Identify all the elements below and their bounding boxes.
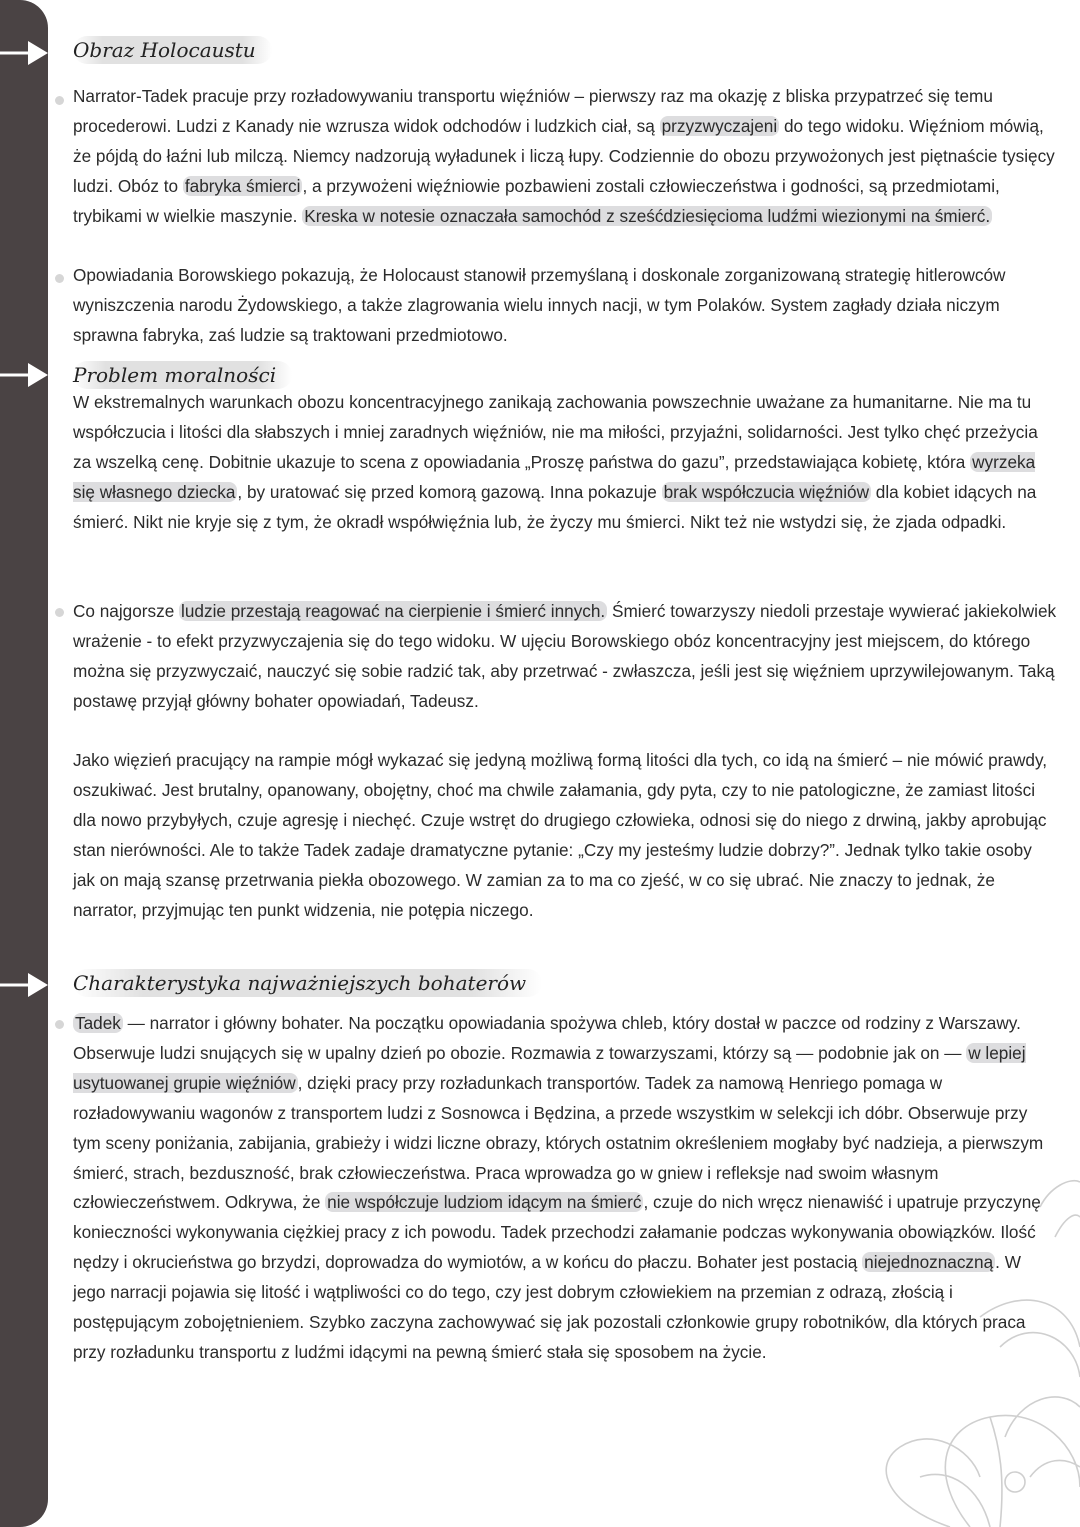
highlighted-text: ludzie przestają reagować na cierpienie i śmierć innych. bbox=[181, 601, 606, 621]
highlighted-text: nie współczuje ludziom idącym na śmierć bbox=[327, 1192, 642, 1213]
highlighted-text: brak współczucia więźniów bbox=[663, 481, 870, 502]
highlighted-text: Kreska w notesie oznaczała samochód z sześćdziesięcioma ludźmi wiezionymi na śmierć. bbox=[304, 205, 991, 226]
text-run: . W jego narracji pojawia się litość i wątpliwości co do tego, czy jest dobrym człowiekiem na przemian z odrazą, złością i postępującym zobojętnieniem. Szybko zaczyna zachowywać się jak pozostali członkowie grupy robotników, dla których praca przy rozładunku transportu z ludźmi idącymi na pewną śmierć stała się sposobem na życie. bbox=[73, 1252, 1026, 1362]
text-run: Opowiadania Borowskiego pokazują, że Holocaust stanowił przemyślaną i doskonale zorganizowaną strategię hitlerowców wyniszczenia narodu Żydowskiego, a także zlagrowania wielu innych nacji, w tym Polaków. System zagłady działa niczym sprawna fabryka, zaś ludzie są traktowani przedmiotowo. bbox=[73, 265, 1006, 345]
text-run: Co najgorsze bbox=[73, 601, 180, 621]
text-run: do tego widoku. Więźniom mówią, że pójdą do łaźni lub milczą. Niemcy nadzorują wyładunek i liczą łupy. Codziennie do obozu przywożonych jest piętnaście tysięcy ludzi. Obóz to bbox=[73, 115, 1055, 196]
bullet-dot-icon bbox=[55, 274, 64, 283]
bullet-dot-icon bbox=[55, 1020, 64, 1029]
highlighted-text: fabryka śmierci bbox=[184, 175, 301, 196]
text-run: Śmierć towarzyszy niedoli przestaje wywierać jakiekolwiek wrażenie - to efekt przyzwyczajenia się do tego widoku. W ujęciu Borowskiego obóz koncentracyjny jest miejscem, do którego można się przyzwyczaić, nauczyć się sobie radzić tak, aby przetrwać - zwłaszcza, jeśli jest się więźniem uprzywilejowanym. Taką postawę przyjął główny bohater opowiadań, Tadeusz. bbox=[73, 601, 1057, 711]
arrow-right-icon bbox=[0, 38, 52, 68]
flower-outline-icon bbox=[830, 1147, 1080, 1527]
paragraph bbox=[73, 388, 1058, 538]
bullet-dot-icon bbox=[55, 608, 64, 617]
text-run: , a przywożeni więźniowie pozbawieni zostali człowieczeństwa i godności, są przedmiotami, trybikami w wielkie maszynie. bbox=[73, 175, 1000, 226]
left-spine-bar bbox=[0, 0, 48, 1527]
highlighted-text: niejednoznaczną bbox=[864, 1252, 994, 1273]
text-run: , czuje do nich wręcz nienawiść i upatruje przyczynę konieczności wykonywania ciężkiej pracy z ich powodu. Tadek przechodzi załamanie podczas wykonywania obowiązków. Ilość nędzy i okrucieństwa go brzydzi, doprowadza do wymiotów, a w końcu do płaczu. Bohater jest postacią bbox=[73, 1192, 1041, 1273]
highlighted-text: wyrzeka się własnego dziecka bbox=[73, 451, 1036, 502]
paragraph bbox=[73, 746, 1058, 925]
bullet-dot-icon bbox=[55, 96, 64, 105]
section-heading: Charakterystyka najważniejszych bohaterów bbox=[73, 969, 542, 997]
highlighted-text: przyzwyczajeni bbox=[661, 115, 778, 136]
text-run: Jako więzień pracujący na rampie mógł wykazać się jedyną możliwą formą litości dla tych, co idą na śmierć – nie mówić prawdy, oszukiwać. Jest brutalny, opanowany, obojętny, choć ma chwile załamania, gdy pyta, czy to nie patologiczne, że zamiast litości dla nowo przybyłych, czuje agresję i niechęć. Czuje wstręt do drugiego człowieka, odnosi się do niego z drwiną, jakby aprobując stan nierówności. Ale to także Tadek zadaje dramatyczne pytanie: „Czy my jesteśmy ludzie dobrzy?”. Jednak tylko takie osoby jak on mają szansę przetrwania piekła obozowego. W zamian za to ma co zjeść, w co się ubrać. Nie znaczy to jednak, że narrator, przyjmując ten punkt widzenia, nie potępia niczego. bbox=[73, 750, 1048, 920]
arrow-right-icon bbox=[0, 360, 52, 390]
paragraph bbox=[73, 261, 1058, 351]
paragraph bbox=[73, 82, 1058, 232]
section-heading: Obraz Holocaustu bbox=[73, 36, 272, 64]
highlighted-text: Tadek bbox=[75, 1013, 121, 1033]
text-run: Narrator-Tadek pracuje przy rozładowywaniu transportu więźniów – pierwszy raz ma okazję z bliska przypatrzeć się temu procederowi. Ludzi z Kanady nie wzrusza widok odchodów i ludzkich ciał, są bbox=[73, 86, 993, 136]
text-run: , by uratować się przed komorą gazową. Inna pokazuje bbox=[237, 481, 662, 502]
text-run: , dzięki pracy przy rozładunkach transportów. Tadek za namową Henriego pomaga w rozładowywaniu wagonów z transportem ludzi z Sosnowca i Będzina, a przede wszystkim w selekcji ich dóbr. Obserwuje przy tym sceny poniżania, zabijania, grabieży i widzi liczne obrazy, których ostatnim określeniem mogłaby być nadzieja, a pierwszym śmierć, strach, bezduszność, brak człowieczeństwa. Praca wprowadza go w gniew i refleksje nad swoim własnym człowieczeństwem. Odkrywa, że bbox=[73, 1072, 1044, 1213]
paragraph bbox=[73, 597, 1058, 717]
text-run: W ekstremalnych warunkach obozu koncentracyjnego zanikają zachowania powszechnie uważane za humanitarne. Nie ma tu współczucia i litości dla słabszych i mniej zaradnych więźniów, nie ma miłości, przyjaźni, solidarności. Jest tylko chęć przeżycia za wszelką cenę. Dobitnie ukazuje to scena z opowiadania „Proszę państwa do gazu”, przedstawiająca kobietę, która bbox=[73, 392, 1038, 472]
section-heading: Problem moralności bbox=[73, 361, 292, 389]
text-run: — narrator i główny bohater. Na początku opowiadania spożywa chleb, który dostał w paczce od rodziny z Warszawy. Obserwuje ludzi snujących się w upalny dzień po obozie. Rozmawia z towarzyszami, którzy są — podobnie jak on — bbox=[73, 1013, 1021, 1063]
text-run: dla kobiet idących na śmierć. Nikt nie kryje się z tym, że okradł współwięźnia lub, że życzy mu śmierci. Nikt też nie wstydzi się, że zjada odpadki. bbox=[73, 481, 1037, 532]
highlighted-text: w lepiej usytuowanej grupie więźniów bbox=[73, 1042, 1026, 1093]
arrow-right-icon bbox=[0, 970, 52, 1000]
